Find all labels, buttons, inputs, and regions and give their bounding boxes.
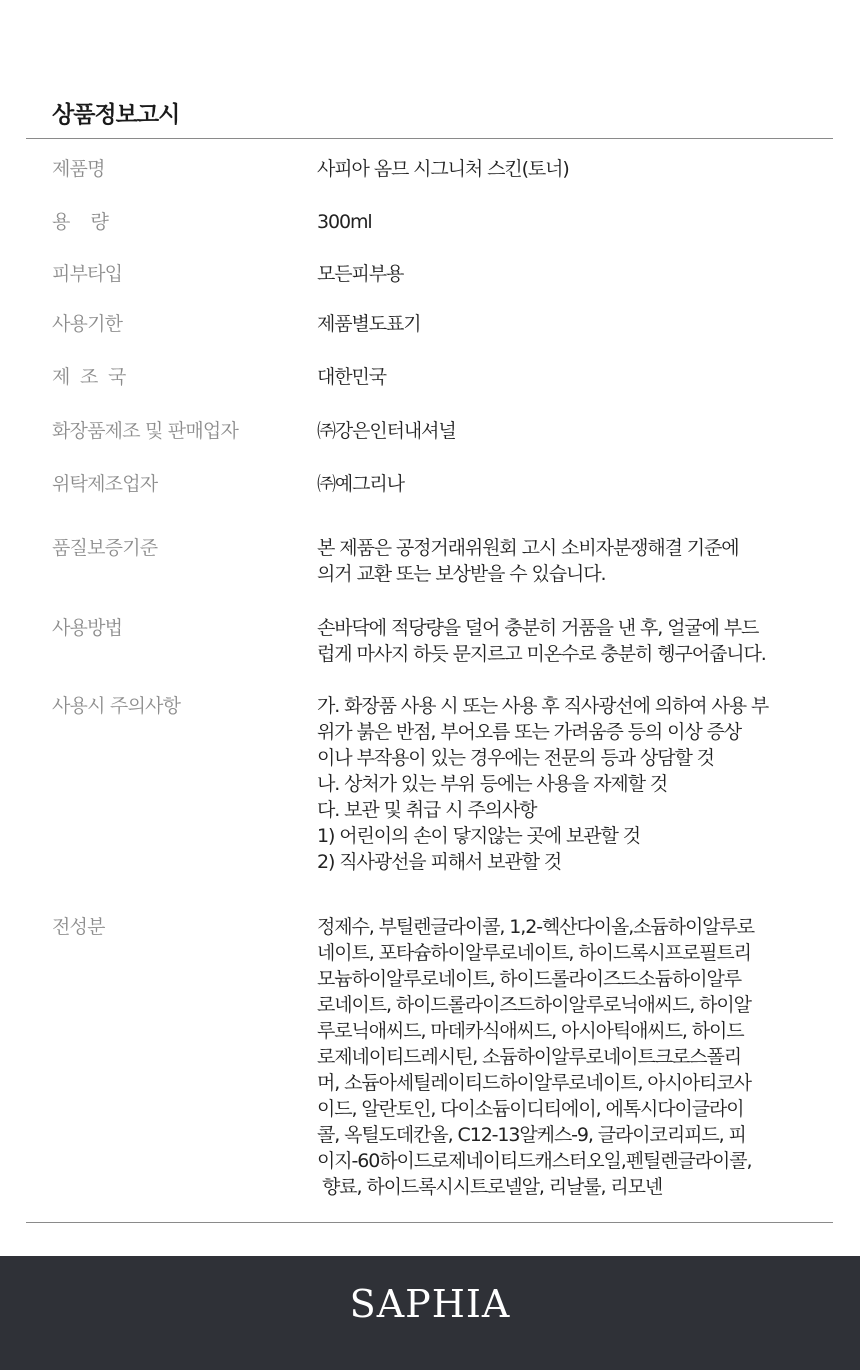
row-value: 본 제품은 공정거래위원회 고시 소비자분쟁해결 기준에 의거 교환 또는 보상받을 수 있습니다.	[317, 537, 739, 585]
bottom-divider	[26, 1222, 833, 1223]
top-divider	[26, 138, 833, 139]
row-value: 제품별도표기	[317, 313, 421, 335]
row-value: 정제수, 부틸렌글라이콜, 1,2-헥산다이올,소듐하이알루로 네이트, 포타슘하이알루로네이트, 하이드록시프로필트리 모늄하이알루로네이트, 하이드롤라이즈드소듐하이알루 로네이트, 하이드롤라이즈드하이알루로닉애씨드, 하이알 루로닉애씨드, 마데카식애씨드, 아시아틱애씨드, 하이드 로제네이티드레시틴, 소듐하이알루로네이트크로스폴리 머, 소듐아세틸레이티드하이알루로네이트, 아시아티코사 이드, 알란토인, 다이소듐이디티에이, 에톡시다이글라이 콜, 옥틸도데칸올, C12-13알케스-9, 글라이코리피드, 피 이지-60하이드로제네이티드캐스터오일,펜틸렌글라이콜, 향료, 하이드록시시트로넬알, 리날룰, 리모넨	[317, 916, 754, 1198]
brand-logo: SAPHIA	[349, 1282, 511, 1326]
row-value: ㈜예그리나	[317, 473, 404, 495]
row-value: 가. 화장품 사용 시 또는 사용 후 직사광선에 의하여 사용 부 위가 붉은 반점, 부어오름 또는 가려움증 등의 이상 증상 이나 부작용이 있는 경우에는 전문의 등과 상담할 것 나. 상처가 있는 부위 등에는 사용을 자제할 것 다. 보관 및 취급 시 주의사항 1) 어린이의 손이 닿지않는 곳에 보관할 것 2) 직사광선을 피해서 보관할 것	[317, 695, 769, 873]
row-label: 사용기한	[52, 313, 123, 335]
row-label: 사용시 주의사항	[52, 695, 181, 717]
row-label: 피부타입	[52, 263, 123, 285]
footer-banner	[0, 1256, 860, 1370]
row-value: 300ml	[317, 211, 372, 233]
row-label: 화장품제조 및 판매업자	[52, 420, 239, 442]
row-label: 용 량	[52, 211, 109, 233]
row-value: 손바닥에 적당량을 덜어 충분히 거품을 낸 후, 얼굴에 부드 럽게 마사지 하듯 문지르고 미온수로 충분히 헹구어줍니다.	[317, 617, 766, 665]
row-value: 사피아 옴므 시그니처 스킨(토너)	[317, 158, 569, 180]
row-value: ㈜강은인터내셔널	[317, 420, 456, 442]
row-label: 사용방법	[52, 617, 123, 639]
row-value: 모든피부용	[317, 263, 404, 285]
row-label: 제품명	[52, 158, 105, 180]
row-label: 위탁제조업자	[52, 473, 158, 495]
row-label: 제 조 국	[52, 366, 126, 388]
row-value: 대한민국	[317, 366, 387, 388]
section-title: 상품정보고시	[52, 102, 180, 128]
row-label: 전성분	[52, 916, 105, 938]
row-label: 품질보증기준	[52, 537, 158, 559]
